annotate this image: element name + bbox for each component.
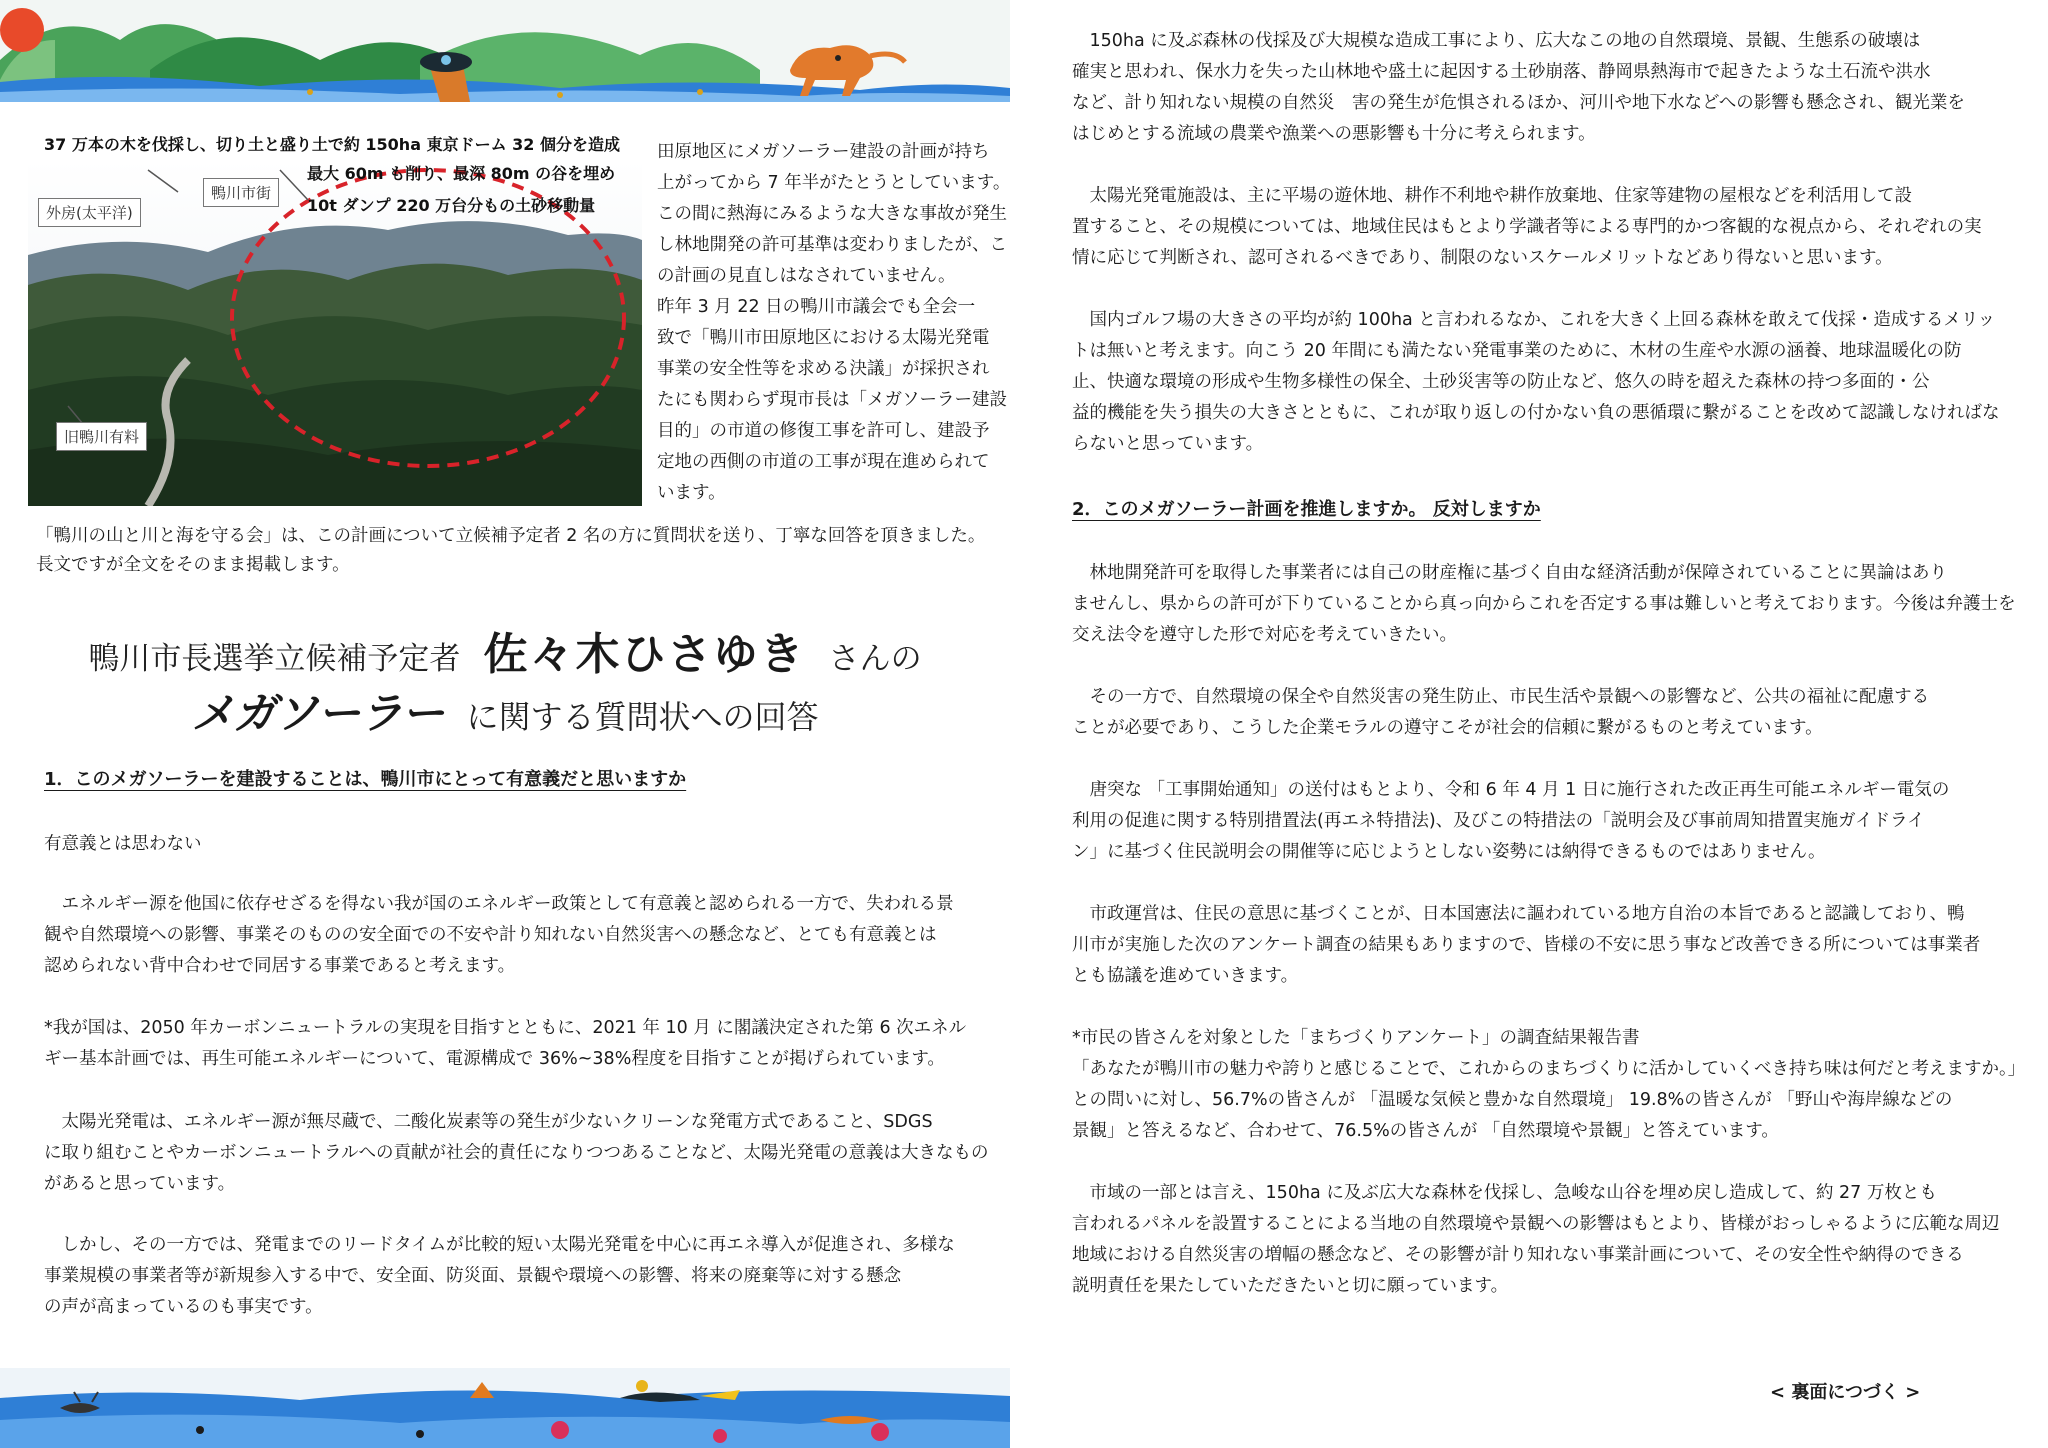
intro-line: います。 [657, 483, 726, 503]
text-line: エネルギー源を他国に依存せざるを得ない我が国のエネルギー政策として有意義と認められる一方で、失われる景 [44, 894, 954, 914]
q1-paragraph [44, 1230, 955, 1323]
text-line: 唐突な 「工事開始通知」の送付はもとより、令和 6 年 4 月 1 日に施行された改正再生可能エネルギー電気の [1072, 780, 1950, 800]
q2-paragraph [1072, 558, 2016, 651]
q1-paragraph [44, 1107, 988, 1200]
intro-line: 定地の西側の市道の工事が現在進められて [657, 452, 990, 472]
right-paragraph [1072, 305, 2000, 460]
text-line: 太陽光発電は、エネルギー源が無尽蔵で、二酸化炭素等の発生が少ないクリーンな発電方式であること、SDGS [44, 1112, 933, 1132]
title-tail: に関する質問状への回答 [466, 698, 819, 736]
text-line: はじめとする流域の農業や漁業への悪影響も十分に考えられます。 [1072, 124, 1596, 144]
intro-line: し林地開発の許可基準は変わりましたが、こ [657, 235, 1007, 255]
text-line: ことが必要であり、こうした企業モラルの遵守こそが社会的信頼に繋がるものと考えています。 [1072, 718, 1823, 738]
intro-line: 上がってから 7 年半がたとうとしています。 [657, 173, 1011, 193]
text-line: 川市が実施した次のアンケート調査の結果もありますので、皆様の不安に思う事など改善できる所については事業者 [1072, 935, 1981, 955]
note-line: 「鴨川の山と川と海を守る会」は、この計画について立候補予定者 2 名の方に質問状を送り、丁寧な回答を頂きました。 [36, 526, 986, 546]
mountains-and-sea-illustration [0, 0, 1010, 102]
text-line: 市政運営は、住民の意思に基づくことが、日本国憲法に謳われている地方自治の本旨であると認識しており、鴨 [1072, 904, 1965, 924]
text-line: 市域の一部とは言え、150ha に及ぶ広大な森林を伐採し、急峻な山谷を埋め戻し造成して、約 27 万枚とも [1072, 1183, 1937, 1203]
intro-line: 事業の安全性等を求める決議」が採択され [657, 359, 990, 379]
text-line: 止、快適な環境の形成や生物多様性の保全、土砂災害等の防止など、悠久の時を超えた森林の持つ多面的・公 [1072, 372, 1930, 392]
text-line: 観や自然環境への影響、事業そのものの安全面での不安や計り知れない自然災害への懸念など、とても有意義とは [44, 925, 937, 945]
text-line: 交え法令を遵守した形で対応を考えていきたい。 [1072, 625, 1457, 645]
q2-paragraph [1072, 775, 1949, 868]
text-line: ン」に基づく住民説明会の開催等に応じようとしない姿勢には納得できるものではありません。 [1072, 842, 1826, 862]
text-line: 事業規模の事業者等が新規参入する中で、安全面、防災面、景観や環境への影響、将来の廃棄等に対する懸念 [44, 1266, 902, 1286]
q2-paragraph [1072, 682, 1929, 744]
page-title-line-2 [0, 680, 1010, 741]
title-keyword: メガソーラー [191, 689, 444, 739]
continued-on-back-label: < 裏面につづく > [1770, 1382, 1921, 1403]
title-suffix: さんの [828, 641, 922, 677]
candidate-name: 佐々木ひさゆき [483, 629, 806, 680]
q2-paragraph [1072, 1023, 2025, 1147]
q1-paragraph [44, 1013, 966, 1075]
map-label-road: 旧鴨川有料 [56, 422, 147, 451]
bottom-illustration-banner [0, 1368, 1010, 1448]
q2-paragraph [1072, 899, 1980, 992]
text-line: 説明責任を果たしていただきたいと切に願っています。 [1072, 1276, 1509, 1296]
map-label-ocean: 外房(太平洋) [38, 198, 141, 227]
text-line: 確実と思われ、保水力を失った山林地や盛土に起因する土砂崩落、静岡県熱海市で起きたような土石流や洪水 [1072, 62, 1931, 82]
text-line: に取り組むことやカーボンニュートラルへの貢献が社会的責任になりつつあることなど、太陽光発電の意義は大きなもの [44, 1143, 989, 1163]
text-line: 景観」と答えるなど、合わせて、76.5%の皆さんが 「自然環境や景観」と答えています。 [1072, 1121, 1779, 1141]
map-label-city: 鴨川市街 [203, 178, 279, 207]
intro-line: 致で「鴨川市田原地区における太陽光発電 [657, 328, 990, 348]
photo-caption-line-3: 10t ダンプ 220 万台分もの土砂移動量 [307, 196, 596, 215]
text-line: 情に応じて判断され、認可されるべきであり、制限のないスケールメリットなどあり得ないと思います。 [1072, 248, 1893, 268]
text-line: があると思っています。 [44, 1174, 236, 1194]
text-line: 地域における自然災害の増幅の懸念など、その影響が計り知れない事業計画について、その安全性や納得のできる [1072, 1245, 1964, 1265]
text-line: 利用の促進に関する特別措置法(再エネ特措法)、及びこの特措法の「説明会及び事前周知措置実施ガイドライ [1072, 811, 1925, 831]
text-line: 認められない背中合わせで同居する事業であると考えます。 [44, 956, 516, 976]
question-2-title: 2．このメガソーラー計画を推進しますか。 反対しますか [1072, 499, 1541, 520]
intro-line: 田原地区にメガソーラー建設の計画が持ち [657, 142, 990, 162]
intro-line: この間に熱海にみるような大きな事故が発生 [657, 204, 1007, 224]
page-title-line-1 [0, 618, 1010, 682]
text-line: 「あなたが鴨川市の魅力や誇りと感じることで、これからのまちづくりに活かしていくべき持ち味は何だと考えますか。」 [1072, 1059, 2026, 1079]
question-1-answer: 有意義とは思わない [44, 834, 202, 854]
text-line: 太陽光発電施設は、主に平場の遊休地、耕作不利地や耕作放棄地、住家等建物の屋根などを利活用して設 [1072, 186, 1912, 206]
intro-line: たにも関わらず現市長は「メガソーラー建設 [657, 390, 1007, 410]
text-line: とも協議を進めていきます。 [1072, 966, 1299, 986]
text-line: *我が国は、2050 年カーボンニュートラルの実現を目指すとともに、2021 年 10 月 に閣議決定された第 6 次エネル [44, 1018, 967, 1038]
title-prefix: 鴨川市長選挙立候補予定者 [88, 641, 461, 677]
photo-caption-line-2: 最大 60m も削り、最深 80m の谷を埋め [307, 164, 616, 183]
intro-line: 昨年 3 月 22 日の鴨川市議会でも全会一 [657, 297, 976, 317]
top-illustration-banner [0, 0, 1010, 102]
right-paragraph [1072, 26, 1965, 150]
text-line: その一方で、自然環境の保全や自然災害の発生防止、市民生活や景観への影響など、公共の福祉に配慮する [1072, 687, 1930, 707]
text-line: との問いに対し、56.7%の皆さんが 「温暖な気候と豊かな自然環境」 19.8%の皆さんが 「野山や海岸線などの [1072, 1090, 1953, 1110]
text-line: トは無いと考えます。向こう 20 年間にも満たない発電事業のために、木材の生産や水源の涵養、地球温暖化の防 [1072, 341, 1962, 361]
text-line: など、計り知れない規模の自然災 害の発生が危惧されるほか、河川や地下水などへの影響も懸念され、観光業を [1072, 93, 1965, 113]
text-line: ギー基本計画では、再生可能エネルギーについて、電源構成で 36%~38%程度を目指すことが掲げられています。 [44, 1049, 945, 1069]
text-line: ませんし、県からの許可が下りていることから真っ向からこれを否定する事は難しいと考えております。今後は弁護士を [1072, 594, 2016, 614]
text-line: 置すること、その規模については、地域住民はもとより学識者等による専門的かつ客観的な視点から、それぞれの実 [1072, 217, 1982, 237]
note-line: 長文ですが全文をそのまま掲載します。 [36, 555, 350, 575]
intro-line: の計画の見直しはなされていません。 [657, 266, 956, 286]
q1-paragraph [44, 889, 954, 982]
text-line: *市民の皆さんを対象とした「まちづくりアンケート」の調査結果報告書 [1072, 1028, 1640, 1048]
text-line: しかし、その一方では、発電までのリードタイムが比較的短い太陽光発電を中心に再エネ導入が促進され、多様な [44, 1235, 955, 1255]
photo-caption-line-1: 37 万本の木を伐採し、切り土と盛り土で約 150ha 東京ドーム 32 個分を造成 [44, 135, 620, 154]
text-line: の声が高まっているのも事実です。 [44, 1297, 323, 1317]
text-line: らないと思っています。 [1072, 434, 1264, 454]
intro-line: 目的」の市道の修復工事を許可し、建設予 [657, 421, 990, 441]
question-1-title: 1．このメガソーラーを建設することは、鴨川市にとって有意義だと思いますか [44, 769, 687, 790]
text-line: 益的機能を失う損失の大きさとともに、これが取り返しの付かない負の悪循環に繋がることを改めて認識しなければな [1072, 403, 2000, 423]
sea-creatures-illustration [0, 1368, 1010, 1448]
right-paragraph [1072, 181, 1982, 274]
text-line: 150ha に及ぶ森林の伐採及び大規模な造成工事により、広大なこの地の自然環境、景観、生態系の破壊は [1072, 31, 1921, 51]
text-line: 林地開発許可を取得した事業者には自己の財産権に基づく自由な経済活動が保障されていることに異論はあり [1072, 563, 1947, 583]
text-line: 国内ゴルフ場の大きさの平均が約 100ha と言われるなか、これを大きく上回る森林を敢えて伐採・造成するメリッ [1072, 310, 1996, 330]
text-line: 言われるパネルを設置することによる当地の自然環境や景観への影響はもとより、皆様がおっしゃるように広範な周辺 [1072, 1214, 2000, 1234]
q2-paragraph [1072, 1178, 2000, 1302]
